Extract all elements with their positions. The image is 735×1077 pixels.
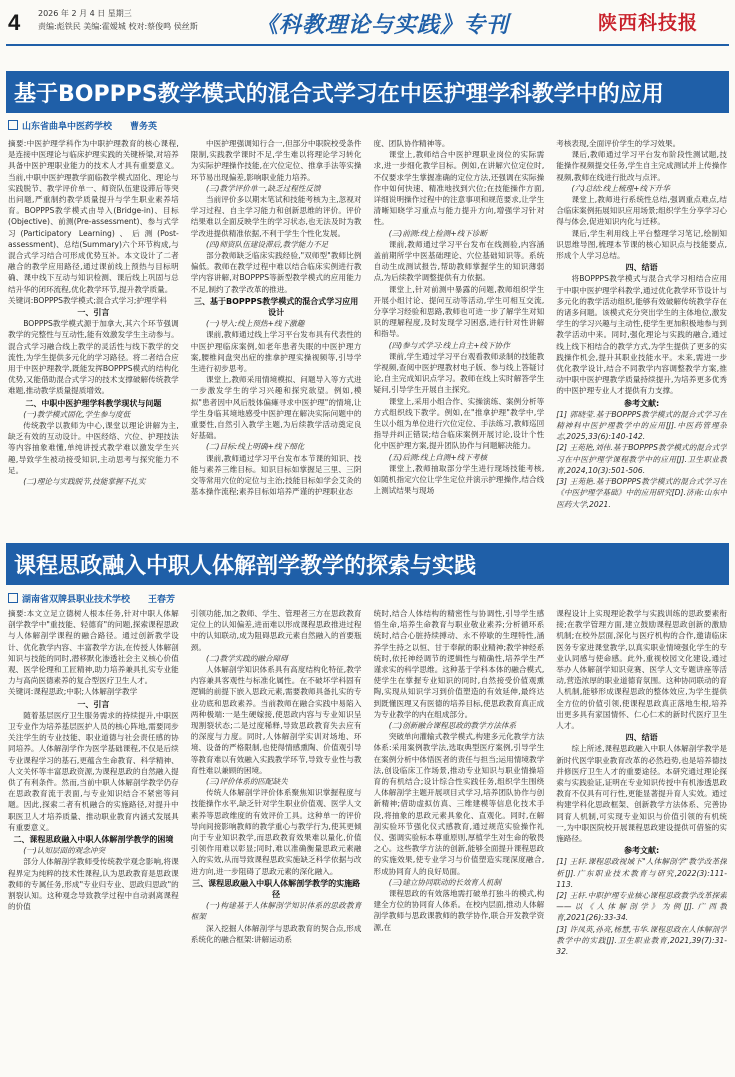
article2-byline	[8, 592, 175, 605]
article1-paragraph: 传统教学以教师为中心,课堂以理论讲解为主,缺乏有效的互动设计。中医经络、穴位、护理技法等内容抽象难懂,单纯讲授式教学难以激发学生兴趣,导致学生被动接受知识,主动思考与探究能力不足。	[8, 421, 179, 475]
article1-column-4	[556, 138, 727, 534]
article2-column-4	[556, 608, 727, 1070]
article2-paragraph: 部分人体解剖学教师受传统教学观念影响,将课程界定为纯粹的技术性课程,认为思政教育是思政课教师的专属任务,形成"专业归专业、思政归思政"的割裂认知。这种观念导致教学过程中自动剥离课程的价值	[8, 857, 179, 912]
article1-column-3	[374, 138, 545, 534]
article1-paragraph: BOPPPS教学模式源于加拿大,其六个环节强调教学的完整性与互动性,能有效激发学生主动参与。混合式学习融合线上教学的灵活性与线下教学的交流性,为学生提供多元化的学习路径。将二者结合应用于中医护理教学,既能发挥BOPPPS模式的结构化优势,又能借助混合式学习的技术支撑破解传统教学难题,推动教学质量提质增效。	[8, 319, 179, 396]
article1-paragraph: 课堂上,教师进行系统性总结,强调重点难点,结合临床案例拓展知识应用场景;组织学生分享学习心得与体会,促进知识内化与迁移。	[556, 195, 727, 227]
article1-paragraph: 课堂上,针对前测中暴露的问题,教师组织学生开展小组讨论、提问互动等活动,学生可相互交流,分享学习经验和思路,教师也可进一步了解学生对知识的理解程度,及时发现学习困惑,进行针对性讲解和指导。	[373, 284, 545, 339]
article1-paragraph: 课后,教师通过学习平台发布阶段性测试题,技能操作视频提交任务,学生自主完成测试并上传操作视频,教师在线进行批改与点评。	[556, 150, 727, 182]
article1-subheading: (一)教学模式固化,学生参与度低	[23, 409, 131, 419]
article2-paragraph: 深入挖掘人体解剖学与思政教育的契合点,形成系统化的融合框架:讲解运动系	[190, 923, 362, 944]
article2-org: 湖南省双牌县职业技术学校	[22, 595, 131, 605]
article2-subheading: (三)建立协同联动的长效育人机制	[388, 877, 501, 887]
article1-heading-design: 三、基于BOPPPS教学模式的混合式学习应用设计	[194, 296, 359, 318]
article2-column-3	[374, 608, 545, 1070]
article1-keywords: 关键词:BOPPPS教学模式;混合式学习;护理学科	[8, 295, 167, 305]
article1-subheading: (四)师资队伍建设滞后,教学能力不足	[205, 239, 329, 249]
article1-reference: [1] 郭晓莹.基于BOPPPS教学模式的混合式学习在精神科中医护理教学中的应用[J].中医药管理杂志,2025,33(6):140-142.	[556, 409, 727, 442]
article2-paragraph: 引领功能,加之教师、学生、管理者三方在思政教育定位上的认知偏差,进而难以形成课程思政推进过程中的认知联动,成为阻碍思政元素自然融入的首要瓶颈。	[190, 609, 362, 652]
section-title: 《科教理论与实践》专刊	[256, 12, 510, 38]
article1-subheading: (四)参与式学习:线上自主+线下协作	[388, 340, 510, 350]
article2-reference: [1] 王轩.课程思政视域下"人体解剖学"教学改革探析[J].广东职业技术教育与研究,2022(3):111-113.	[556, 857, 727, 889]
article2-reference: [3] 许凤英,孙亮,杨慧,韦华.课程思政在人体解剖学教学中的实践[J].卫生职业教育,2021,39(7):31-32.	[556, 924, 727, 957]
article2-author: 王春芳	[148, 595, 176, 605]
article2-paragraph: 综上所述,课程思政融入中职人体解剖学教学是新时代医学职业教育改革的必然趋势,也是培养德技并修医疗卫生人才的重要途径。本研究通过理论探索与实践验证,证明在专业知识传授中有机渗透思政教育不仅具有可行性,更能显著提升育人实效。通过构建学科化思政框架、创新教学方法体系、完善协同育人机制,可实现专业知识与价值引领的有机统一,为中职医院校开展课程思政建设提供可借鉴的实施路径。	[556, 744, 727, 844]
article2-paragraph: 突破单向灌输式教学模式,构建多元化教学方法体系:采用案例教学法,选取典型医疗案例,引导学生在案例分析中体悟医者的责任与担当;运用情境教学法,创设临床工作场景,推动专业知识与职业情操培育的有机结合;设计综合性实践任务,组织学生围绕人体解剖学主题开展项目式学习,培养团队协作与创新精神;借助虚拟仿真、三维建模等信息化技术手段,将抽象的思政元素具象化、直观化。同时,在解剖实验环节强化仪式感教育,通过规范实验操作礼仪、强调实验标本尊重原则,厚植学生对生命的敬畏之心。这些教学方法的创新,能够全面提升课程思政的实施效果,使专业学习与价值塑造实现深度融合,形成协同育人的良好局面。	[373, 732, 545, 876]
article1-paragraph: 课前,教师通过学习平台发布在线测验,内容涵盖前期所学中医基础理论、穴位基础知识等。系统自动生成测试报告,帮助教师掌握学生的知识薄弱点,为后续教学调整提供有力依据。	[373, 239, 545, 283]
editor-credits: 责编:彪铁民 美编:霍嫒城 校对:蔡俊鸣 侯丝斯	[38, 22, 198, 31]
article2-paragraph: 传统人体解剖学评价体系聚焦知识掌握程度与技能操作水平,缺乏针对学生职业价值观、医学人文素养等思政维度的有效评价工具。这种单一的评价导向间接影响教师的教学重心与教学行为,使其更倾向于专业知识教学,而思政教育效果难以量化,价值引领作用难以彰显;同时,难以准确衡量思政元素融入的实效,从而导致课程思政实施缺乏科学依据与改进方向,进一步阻碍了思政元素的深化融入。	[190, 788, 362, 876]
header-divider	[6, 44, 729, 46]
article1-byline	[8, 119, 157, 132]
article1-paragraph: 课前,学生通过学习平台观看教师录制的技能教学视频,查阅中医护理教材电子版、参与线上答疑讨论,自主完成知识点学习。教师在线上实时解答学生疑问,引导学生开展自主探究。	[373, 351, 545, 395]
article1-paragraph: 课堂上,教师抽取部分学生进行现场技能考核,如随机指定穴位让学生定位并演示护理操作,结合线上测试结果与现场	[373, 463, 545, 496]
article1-body	[8, 138, 727, 534]
article1-subheading: (三)前测:线上检测+线下诊断	[388, 228, 488, 238]
article1-reference: [3] 王苑艳.基于BOPPPS教学模式的混合式学习在《中医护理学基础》中的应用研究[D].济南:山东中医药大学,2021.	[556, 477, 727, 509]
article1-abstract: 摘要:中医护理学科作为中职护理教育的核心课程,是连接中医理论与临床护理实践的关键桥梁,对培养具备中医护理职业能力的技术人才具有重要意义。当前,中职中医护理教学面临教学模式固化、理论与实践脱节、教学评价单一、师资队伍建设滞后等突出问题,严重制约教学质量提升与学生职业素养培育。BOPPPS教学模式由导入(Bridge-in)、目标(Objective)、前测(Pre-assessment)、参与式学习(Participatory Learning)、后测(Post-assessment)、总结(Summary)六个环节构成,与混合式学习结合可形成优势互补。本文设计了二者融合的教学应用路径,通过课前线上预热与目标明确、课中线下互动与知识检测、课后线上巩固与总结升华的闭环流程,优化教学环节,提升教学质量。	[8, 139, 179, 294]
article1-subheading: (五)后测:线上自测+线下考核	[388, 452, 488, 462]
page-header	[0, 0, 735, 52]
article1-paragraph: 课前,教师通过学习平台发布本节课的知识、技能与素养三维目标。知识目标如掌握足三里、三阴交等常用穴位的定位与主治;技能目标如学会艾灸的基本操作流程;素养目标如培养严谨的护理职业态	[190, 453, 362, 497]
byline-box-icon	[8, 120, 18, 130]
article2-heading-dilemma: 二、课程思政融入中职人体解剖学教学的困境	[13, 835, 174, 845]
article2-heading-conclusion: 四、结语	[625, 733, 658, 743]
article2-subheading: (二)创新融合课程思政的教学方法体系	[388, 721, 517, 731]
article2-subheading: (三)评价体系的匹配缺失	[205, 777, 288, 787]
article1-references-title: 参考文献:	[624, 398, 660, 408]
article1-subheading: (六)总结:线上梳理+线下升华	[571, 183, 670, 193]
article1-paragraph: 部分教师缺乏临床实践经验,"双师型"教师比例偏低。教师在教学过程中难以结合临床实例进行教学内容讲解,对BOPPPS等新型教学模式的应用能力不足,制约了教学改革的推进。	[190, 251, 362, 294]
article1-column-2	[191, 138, 362, 534]
article2-paragraph: 课程思政的有效落地需打破单打独斗的模式,构建全方位的协同育人体系。在校内层面,推动人体解剖学教师与思政课教师的教学协作,联合开发教学资源,在	[373, 889, 545, 932]
article2-subheading: (一)构建基于人体解剖学知识体系的思政教育框架	[190, 901, 362, 922]
article2-paragraph: 课程设计上实现理论教学与实践训练的思政要素衔接;在教学管理方面,建立鼓励课程思政创新的激励机制;在校外层面,深化与医疗机构的合作,邀请临床医务专家进课堂教学,以真实职业情境强化学生的专业认同感与使命感。此外,重视校园文化建设,通过举办人体解剖学知识竞赛、医学人文专题讲座等活动,营造浓厚的职业道德育氛围。这种协同联动的育人机制,能够形成课程思政的整体效应,为学生提供全方位的价值引领,使课程思政真正落地生根,培养出更多具有家国情怀、仁心仁术的新时代医疗卫生人才。	[556, 609, 727, 731]
page-number: 4	[8, 10, 21, 35]
article2-subheading: (二)教学实践的融合障碍	[205, 653, 288, 663]
article1-author: 曹务英	[130, 122, 158, 132]
article2-paragraph: 统时,结合人体结构的精密性与协调性,引导学生感悟生命,培养生命教育与职业敬业素养;分析循环系统时,结合心脏持续搏动、永不停歇的生理特性,涵养学生持之以恒、甘于奉献的职业精神;教学神经系统时,依托神经调节的逻辑性与精确性,培养学生严谨求实的科学思维。这种基于学科本体的融合模式,使学生在掌握专业知识的同时,自然接受价值观熏陶,实现从知识学习到价值塑造的有效延伸,最终达到既懂医理又有医德的培养目标,使思政教育真正成为专业教学的内在组成部分。	[373, 609, 545, 719]
article1-title: 基于BOPPPS教学模式的混合式学习在中医护理学科教学中的应用	[6, 71, 729, 113]
article1-reference: [2] 王苑艳,刘伟.基于BOPPPS教学模式的混合式学习在中医护理学课程教学中的应用[J].卫生职业教育,2024,10(3):501-506.	[556, 443, 727, 475]
article2-column-2	[191, 608, 362, 1070]
article1-paragraph: 度、团队协作精神等。	[373, 139, 450, 148]
article2-column-1	[8, 608, 179, 1070]
article1-paragraph: 课堂上,教师结合中医护理职业岗位的实际需求,进一步细化教学目标。例如,在讲解穴位定位时,不仅要求学生掌握准确的定位方法,还强调在实际操作中如何快速、精准地找到穴位;在技能操作方面,详细说明操作过程中的注意事项和规范要求,让学生清晰知晓学习重点与能力提升方向,增强学习针对性。	[373, 150, 545, 227]
article2-heading-path: 三、课程思政融入中职人体解剖学教学的实施路径	[192, 878, 361, 900]
article1-heading-conclusion: 四、结语	[625, 263, 658, 273]
article2-subheading: (一)认知层面的观念冲突	[23, 846, 106, 856]
article2-heading-intro: 一、引言	[77, 699, 110, 709]
article1-paragraph: 考核表现,全面评价学生的学习效果。	[556, 139, 681, 148]
article2-abstract: 摘要:本文立足立德树人根本任务,针对中职人体解剖学教学中"重技能、轻德育"的问题,探索课程思政与人体解剖学课程的融合路径。通过创新教学设计、优化教学内容、丰富教学方法,在传授人体解剖知识与技能的同时,潜移默化渗透社会主义核心价值观、医学伦理和工匠精神,助力培养兼具扎实专业能力与高尚医德素养的复合型医疗卫生人才。	[8, 609, 179, 686]
article2-references-title: 参考文献:	[624, 846, 660, 856]
article1-paragraph: 中医护理强调知行合一,但部分中职院校受条件限制,实践教学课时不足,学生难以将理论学习转化为实际护理操作技能,在穴位定位、推拿手法等实操环节易出现偏差,影响职业能力培养。	[190, 139, 362, 182]
article2-title: 课程思政融入中职人体解剖学教学的探索与实践	[6, 543, 729, 585]
article1-paragraph: 将BOPPPS教学模式与混合式学习相结合应用于中职中医护理学科教学,通过优化教学环节设计与多元化的教学活动组织,能够有效破解传统教学存在的诸多问题。该模式充分突出学生的主体地位,激发学生的学习兴趣与主动性,使学生更加积极地参与到教学活动中来。同时,强化理论与实践的融合,通过线上线下相结合的教学方式,为学生提供了更多的实践操作机会,提升其职业技能水平。未来,需进一步优化教学设计,结合不同教学内容调整教学方案,推动中职中医护理教学质量持续提升,为培养更多优秀的中医护理专业人才提供有力支撑。	[556, 274, 727, 396]
article1-paragraph: 课后,学生利用线上平台整理学习笔记,绘制知识思维导图,梳理本节课的核心知识点与技能要点,形成个人学习总结。	[556, 228, 727, 261]
article1-paragraph: 课前,教师通过线上学习平台发布具有代表性的中医护理临床案例,如老年患者失眠的中医护理方案,腰椎间盘突出症的推拿护理实操视频等,引导学生进行初步思考。	[190, 330, 362, 374]
article1-subheading: (一)导入:线上预热+线下激趣	[205, 319, 305, 329]
newspaper-name: 陕西科技报	[598, 12, 699, 34]
article2-reference: [2] 王轩.中职护理专业核心课程思政教学改革探索——以《人体解剖学》为例[J].广西教育,2021(26):33-34.	[556, 891, 727, 923]
article2-paragraph: 随着基层医疗卫生服务需求的持续提升,中职医卫专业作为培养基层医护人员的核心阵地,需要同步关注学生的专业技能、职业道德与社会责任感的协同培养。人体解剖学作为医学基础课程,不仅是后续专业课程学习的基石,更蕴含生命教育、科学精神、人文关怀等丰富思政资源,为课程思政的自然融入提供了有利条件。然而,当前中职人体解剖学教学仍存在思政教育流于表面,与专业知识结合不紧密等问题。因此,探索二者有机融合的实施路径,对提升中职医卫人才培养质量、推动职业教育内涵式发展具有重要意义。	[8, 710, 179, 832]
article1-column-1	[8, 138, 179, 534]
article1-subheading: (三)教学评价单一,缺乏过程性反馈	[205, 183, 321, 193]
article1-subheading: (二)理论与实践脱节,技能掌握不扎实	[23, 477, 146, 487]
article2-keywords: 关键词:课程思政;中职;人体解剖学教学	[8, 687, 138, 697]
article2-body	[8, 608, 727, 1070]
article1-heading-intro: 一、引言	[77, 308, 110, 318]
article1-paragraph: 课堂上,采用小组合作、实操演练、案例分析等方式组织线下教学。例如,在"推拿护理"教学中,学生以小组为单位进行穴位定位、手法练习,教师巡回指导并纠正错误;结合临床案例开展讨论,设计个性化中医护理方案,提升团队协作与问题解决能力。	[373, 396, 545, 451]
article2-paragraph: 人体解剖学知识体系具有高度结构化特征,教学内容兼具客观性与标准化属性。在不破坏学科固有逻辑的前提下嵌入思政元素,需要教师具备扎实的专业功底和思政素养。当前教师在融合实践中易陷入两种极端:一是生硬嫁接,使思政内容与专业知识呈现割裂状态;二是过度稀释,导致思政教育失去应有的深度与力度。同时,人体解剖学实训对场地、环境、设备的严格限制,也使得情感熏陶、价值观引导等教育难以有效融入实践教学环节,导致专业性与教育性难以兼顾的困境。	[190, 665, 362, 775]
article1-paragraph: 课堂上,教师采用情境模拟、问题导入等方式进一步激发学生的学习兴趣和探究欲望。例如,模拟"患者因中风后肢体偏瘫寻求中医护理"的情境,让学生身临其境地感受中医护理在解决实际问题中的重要性,自然引入教学主题,为后续教学活动奠定良好基础。	[190, 375, 362, 441]
byline-box-icon	[8, 593, 18, 603]
article1-subheading: (二)目标:线上明确+线下细化	[205, 442, 305, 452]
issue-date: 2026 年 2 月 4 日 星期三	[38, 9, 132, 18]
article1-heading-status: 二、中职中医护理学科教学现状与问题	[25, 398, 162, 408]
article1-paragraph: 当前评价多以期末笔试和技能考核为主,忽视对学习过程、自主学习能力和创新思维的评价。评价结果难以全面反映学生的学习状态,也无法及时为教学改进提供精准依据,不利于学生个性化发展。	[190, 195, 362, 238]
article1-org: 山东省曲阜中医药学校	[22, 122, 113, 132]
